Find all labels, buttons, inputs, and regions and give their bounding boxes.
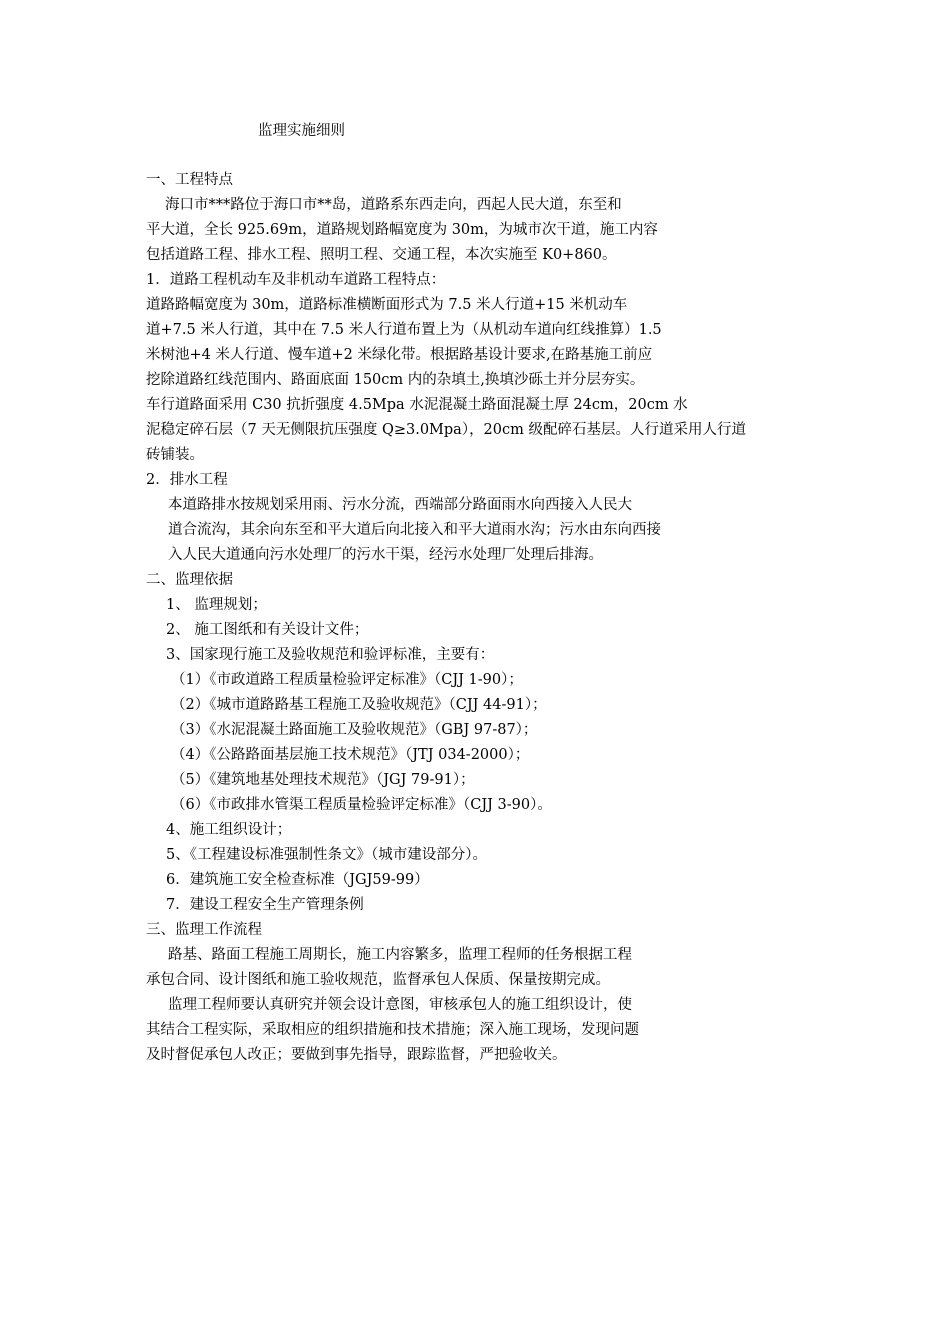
standard-list-item: （6）《市政排水管渠工程质量检验评定标准》（CJJ 3-90）。 xyxy=(171,797,552,813)
paragraph-line: 本道路排水按规划采用雨、污水分流，西端部分路面雨水向西接入人民大 xyxy=(168,497,632,513)
paragraph-line: 车行道路面采用 C30 抗折强度 4.5Mpa 水泥混凝土路面混凝土厚 24cm，20cm 水 xyxy=(146,397,688,413)
standard-list-item: （5）《建筑地基处理技术规范》（JGJ 79-91）； xyxy=(171,772,475,788)
paragraph-line: 米树池+4 米人行道、慢车道+2 米绿化带。根据路基设计要求,在路基施工前应 xyxy=(146,347,653,363)
section-heading-3: 三、监理工作流程 xyxy=(146,922,262,938)
standard-list-item: （4）《公路路面基层施工技术规范》（JTJ 034-2000）； xyxy=(171,747,530,763)
list-item: 7．建设工程安全生产管理条例 xyxy=(166,897,364,913)
section-heading-2: 二、监理依据 xyxy=(146,572,233,588)
standard-list-item: （3）《水泥混凝土路面施工及验收规范》（GBJ 97-87）； xyxy=(171,722,538,738)
list-item: 3、国家现行施工及验收规范和验评标准，主要有： xyxy=(166,647,495,663)
paragraph-line: 路基、路面工程施工周期长，施工内容繁多，监理工程师的任务根据工程 xyxy=(168,947,632,963)
list-item: 1、 监理规划； xyxy=(166,597,267,613)
paragraph-line: 泥稳定碎石层（7 天无侧限抗压强度 Q≥3.0Mpa），20cm 级配碎石基层。人行道采用人行道 xyxy=(146,422,746,438)
paragraph-line: 道合流沟，其余向东至和平大道后向北接入和平大道雨水沟；污水由东向西接 xyxy=(168,522,661,538)
paragraph-line: 及时督促承包人改正；要做到事先指导，跟踪监督，严把验收关。 xyxy=(146,1047,567,1063)
paragraph-line: 入人民大道通向污水处理厂的污水干渠，经污水处理厂处理后排海。 xyxy=(168,547,603,563)
paragraph-line: 道+7.5 米人行道，其中在 7.5 米人行道布置上为（从机动车道向红线推算）1.5 xyxy=(146,322,662,338)
paragraph-line: 海口市***路位于海口市**岛，道路系东西走向，西起人民大道，东至和 xyxy=(165,197,622,213)
standard-list-item: （2）《城市道路路基工程施工及验收规范》（CJJ 44-91）； xyxy=(171,697,547,713)
paragraph-line: 砖铺装。 xyxy=(146,447,204,463)
paragraph-line: 其结合工程实际，采取相应的组织措施和技术措施；深入施工现场，发现问题 xyxy=(146,1022,639,1038)
subsection-heading: 2．排水工程 xyxy=(146,472,228,488)
paragraph-line: 监理工程师要认真研究并领会设计意图，审核承包人的施工组织设计，使 xyxy=(168,997,632,1013)
paragraph-line: 包括道路工程、排水工程、照明工程、交通工程，本次实施至 K0+860。 xyxy=(146,247,617,263)
subsection-heading: 1．道路工程机动车及非机动车道路工程特点： xyxy=(146,272,446,288)
paragraph-line: 承包合同、设计图纸和施工验收规范，监督承包人保质、保量按期完成。 xyxy=(146,972,610,988)
list-item: 2、 施工图纸和有关设计文件； xyxy=(166,622,369,638)
section-heading-1: 一、工程特点 xyxy=(146,172,233,188)
list-item: 6．建筑施工安全检查标准（JGJ59-99） xyxy=(166,872,429,888)
paragraph-line: 挖除道路红线范围内、路面底面 150cm 内的杂填土,换填沙砾土并分层夯实。 xyxy=(146,372,645,388)
paragraph-line: 平大道，全长 925.69m，道路规划路幅宽度为 30m，为城市次干道，施工内容 xyxy=(146,222,658,238)
list-item: 5、《工程建设标准强制性条文》（城市建设部分）。 xyxy=(166,847,487,863)
standard-list-item: （1）《市政道路工程质量检验评定标准》（CJJ 1-90）； xyxy=(171,672,523,688)
paragraph-line: 道路路幅宽度为 30m，道路标准横断面形式为 7.5 米人行道+15 米机动车 xyxy=(146,297,628,313)
list-item: 4、施工组织设计； xyxy=(166,822,292,838)
document-title: 监理实施细则 xyxy=(258,123,345,139)
